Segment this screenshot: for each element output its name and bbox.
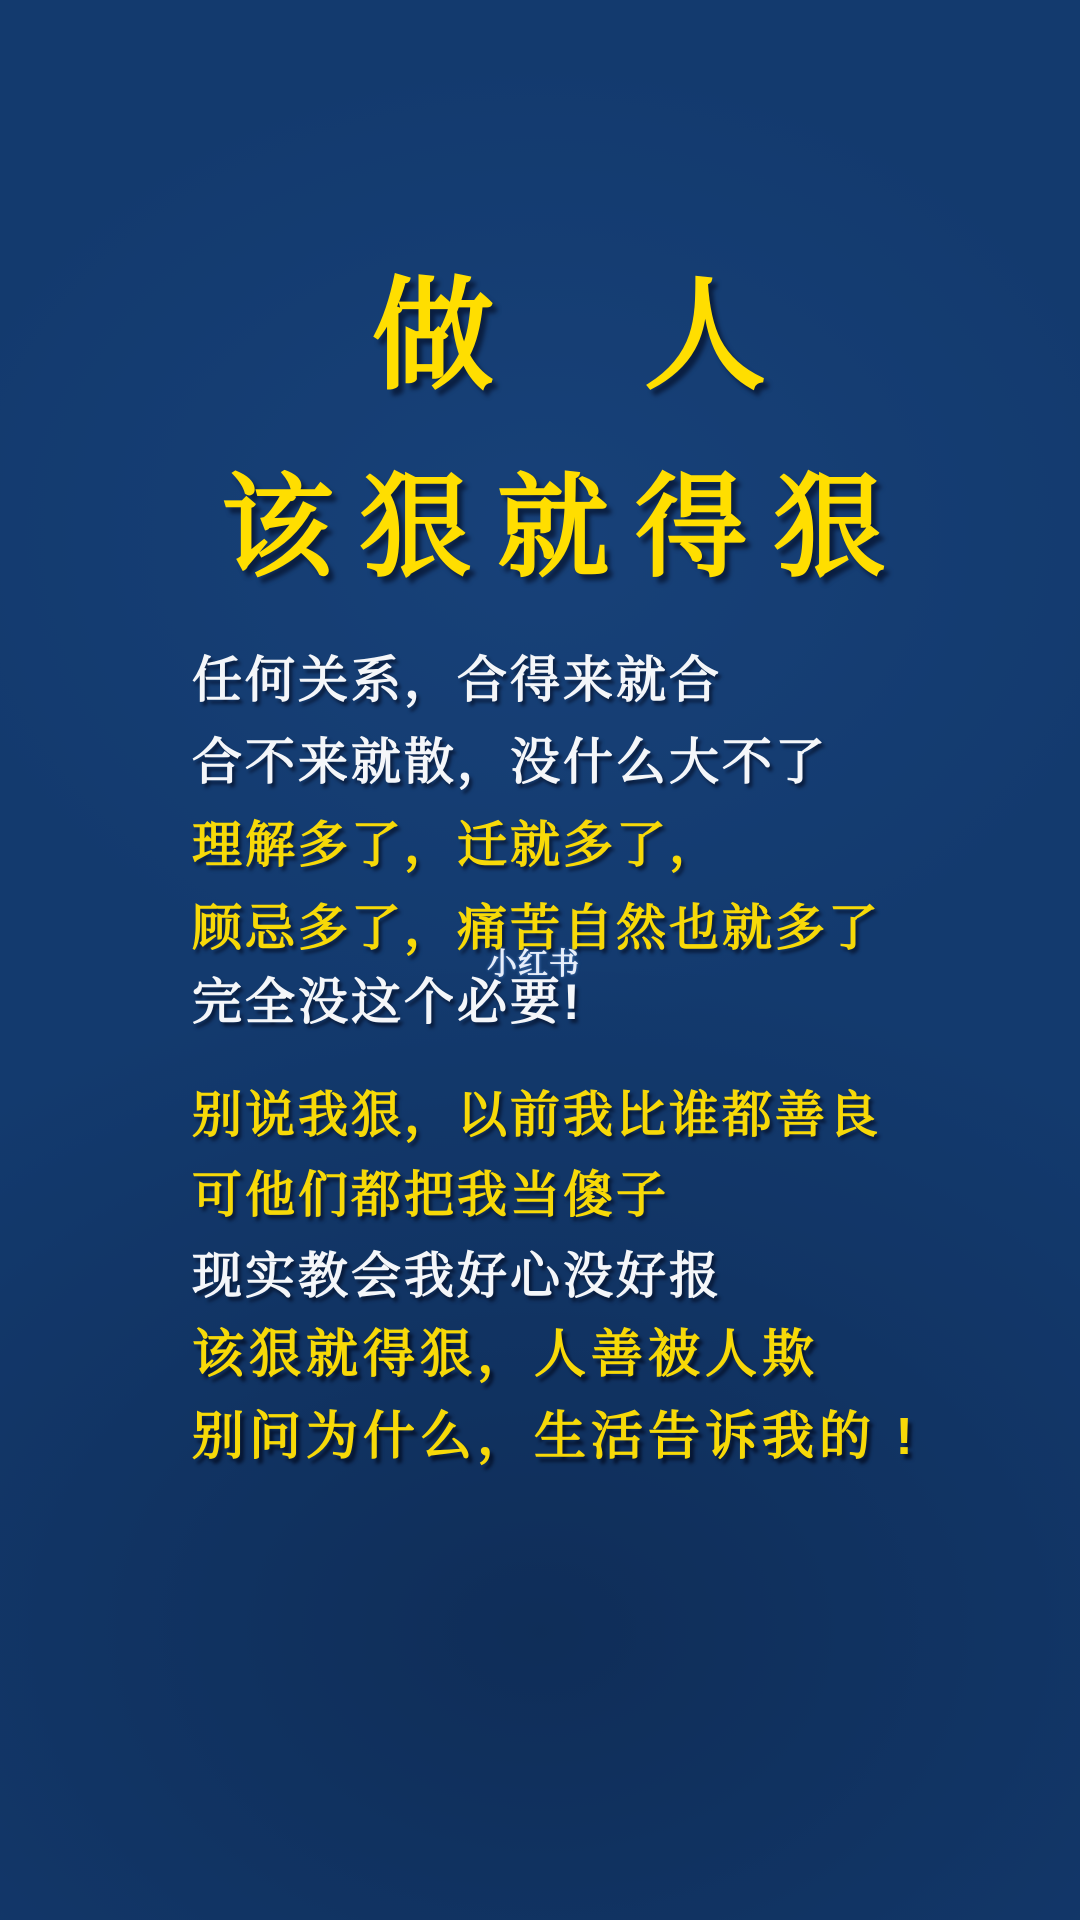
poster-title-line1: 做 人 [372,268,824,404]
quote-line-p2-4: 该狠就得狠，人善被人欺 [192,1326,820,1384]
quote-line-p2-2: 可他们都把我当傻子 [192,1167,669,1223]
quote-line-p1-2: 合不来就散，没什么大不了 [192,734,828,790]
quote-line-p2-3: 现实教会我好心没好报 [192,1248,722,1304]
quote-line-p1-4: 顾忌多了，痛苦自然也就多了 [192,900,881,956]
quote-line-p1-5: 完全没这个必要! [192,974,583,1030]
poster-title-line2: 该狠就得狠 [221,465,911,590]
xiaohongshu-watermark: 小红书 [487,948,580,981]
quote-line-p1-3: 理解多了，迁就多了， [192,817,722,873]
quote-line-p2-5: 别问为什么，生活告诉我的 ! [192,1408,918,1466]
quote-line-p2-1: 别说我狠，以前我比谁都善良 [192,1087,881,1143]
quote-line-p1-1: 任何关系，合得来就合 [192,652,722,708]
